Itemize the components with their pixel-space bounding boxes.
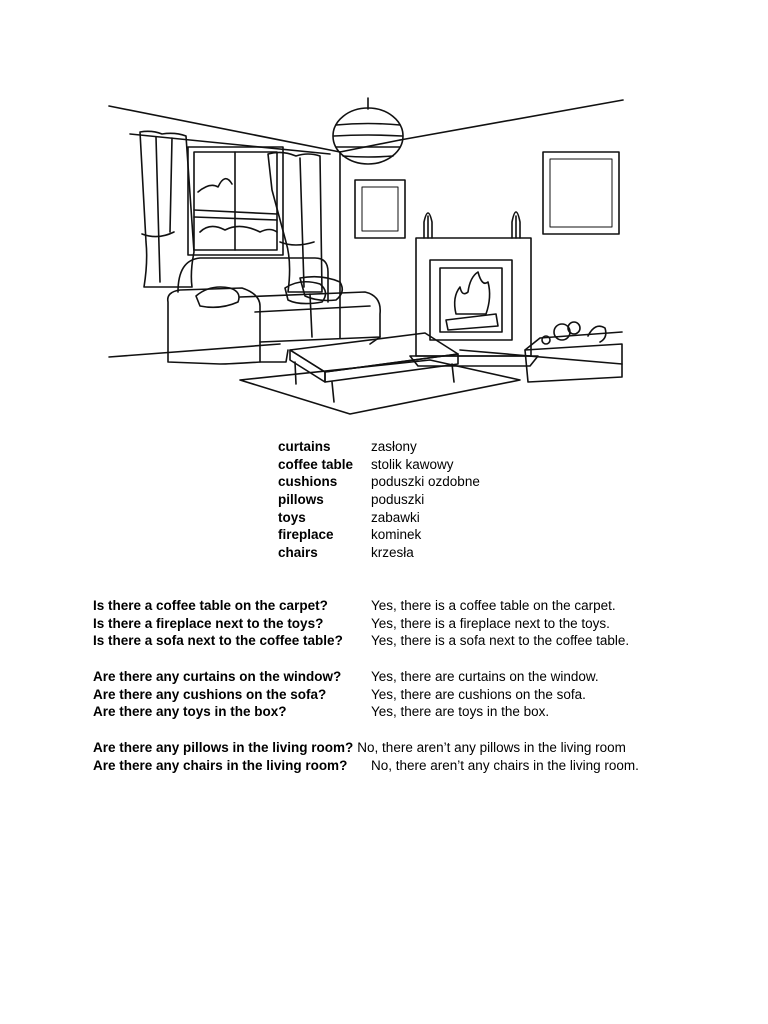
answer: Yes, there is a fireplace next to the toys. (371, 615, 610, 631)
vocab-row (278, 473, 480, 491)
vocab-english: curtains (278, 439, 331, 454)
answer: Yes, there are cushions on the sofa. (371, 686, 586, 702)
vocab-english: cushions (278, 474, 338, 490)
question: Are there any chairs in the living room? (93, 757, 348, 773)
answer: Yes, there are toys in the box. (371, 704, 550, 720)
qa-row (93, 632, 693, 650)
question: Is there a sofa next to the coffee table? (93, 633, 343, 649)
vocab-english: chairs (278, 545, 318, 561)
vocab-english: fireplace (278, 527, 334, 543)
coffee-table (290, 333, 458, 402)
qa-group-are-there (93, 668, 693, 721)
vocab-row (278, 526, 480, 544)
vocab-polish: kominek (371, 527, 422, 543)
answer: Yes, there is a coffee table on the carpet. (371, 598, 616, 613)
qa-row (93, 668, 693, 686)
qa-row (93, 686, 693, 704)
ceiling-lamp (333, 98, 403, 164)
vocab-english: toys (278, 509, 306, 525)
vocab-polish: poduszki (371, 492, 425, 508)
vocab-polish: stolik kawowy (371, 456, 454, 472)
vocab-polish: krzesła (371, 545, 414, 561)
vocab-row (278, 544, 480, 562)
qa-row (93, 703, 693, 721)
rug (240, 360, 520, 414)
fireplace (410, 212, 538, 366)
qa-row (93, 615, 693, 633)
question: Are there any curtains on the window? (93, 669, 342, 684)
vocab-english: pillows (278, 492, 324, 508)
question: Is there a coffee table on the carpet? (93, 598, 328, 613)
qa-row (93, 757, 693, 775)
question: Are there any toys in the box? (93, 704, 287, 720)
qa-row (93, 739, 693, 757)
question: Are there any pillows in the living room? (93, 740, 354, 755)
vocab-polish: poduszki ozdobne (371, 474, 480, 490)
vocab-english: coffee table (278, 456, 354, 472)
toy-box (525, 322, 622, 382)
sofa (168, 258, 380, 364)
answer: No, there aren’t any pillows in the living room (357, 740, 626, 755)
question: Are there any cushions on the sofa? (93, 686, 327, 702)
answer: Yes, there are curtains on the window. (371, 669, 599, 684)
qa-row (93, 597, 693, 615)
vocabulary-list (278, 438, 480, 562)
qa-group-negative (93, 739, 693, 774)
vocab-row (278, 456, 480, 474)
picture-frame-right (543, 152, 619, 234)
living-room-illustration (100, 92, 630, 422)
vocab-polish: zasłony (371, 439, 417, 454)
vocab-row (278, 509, 480, 527)
answer: Yes, there is a sofa next to the coffee table. (371, 633, 630, 649)
vocab-polish: zabawki (371, 509, 420, 525)
vocab-row (278, 438, 480, 456)
vocab-row (278, 491, 480, 509)
answer: No, there aren’t any chairs in the living room. (371, 757, 639, 773)
question: Is there a fireplace next to the toys? (93, 615, 324, 631)
qa-group-is-there (93, 597, 693, 650)
